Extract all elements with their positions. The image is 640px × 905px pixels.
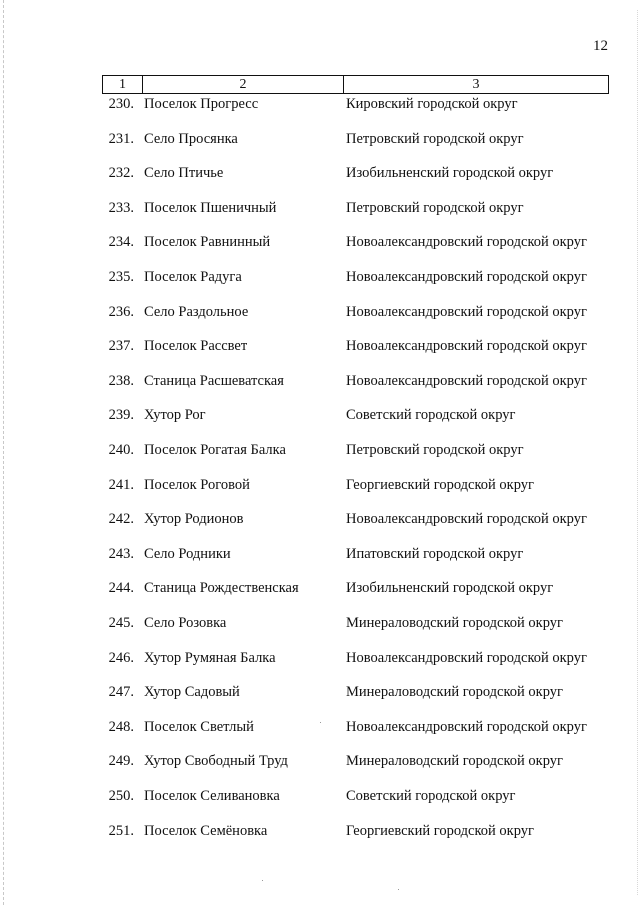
row-number: 231. — [108, 130, 134, 147]
row-number: 249. — [108, 753, 134, 770]
table-row — [0, 405, 640, 425]
settlement-name: Поселок Рогатая Балка — [144, 442, 286, 458]
row-number: 235. — [108, 269, 134, 285]
settlement-name: Село Розовка — [144, 615, 227, 631]
district-name: Минераловодский городской округ — [346, 753, 563, 770]
row-number: 242. — [108, 511, 134, 528]
row-number: 232. — [108, 165, 134, 182]
table-row — [0, 129, 640, 149]
table-row — [0, 440, 640, 460]
district-name: Новоалександровский городской округ — [346, 269, 587, 285]
row-number: 251. — [108, 822, 134, 839]
settlement-name: Поселок Селивановка — [144, 788, 280, 804]
row-number: 246. — [108, 649, 134, 666]
district-name: Минераловодский городской округ — [346, 615, 563, 631]
row-number: 248. — [108, 718, 134, 735]
district-name: Новоалександровский городской округ — [346, 649, 587, 666]
table-row — [0, 717, 640, 737]
settlement-name: Поселок Радуга — [144, 269, 242, 285]
table-row — [0, 751, 640, 771]
settlement-name: Хутор Рог — [144, 407, 206, 424]
settlement-name: Хутор Садовый — [144, 684, 240, 701]
table-row — [0, 232, 640, 252]
district-name: Новоалександровский городской округ — [346, 372, 587, 389]
district-name: Изобильненский городской округ — [346, 165, 554, 182]
scan-speck — [398, 889, 399, 890]
header-col-3: 3 — [472, 77, 480, 92]
settlement-name: Поселок Равнинный — [144, 234, 271, 251]
settlement-name: Поселок Пшеничный — [144, 199, 277, 216]
settlement-name: Село Птичье — [144, 165, 224, 182]
district-name: Петровский городской округ — [346, 442, 524, 458]
table-header — [102, 75, 609, 94]
district-name: Новоалександровский городской округ — [346, 234, 587, 251]
district-name: Петровский городской округ — [346, 130, 524, 147]
row-number: 240. — [108, 442, 134, 458]
settlement-name: Поселок Рассвет — [144, 338, 248, 355]
table-row — [0, 163, 640, 183]
row-number: 241. — [108, 476, 134, 493]
row-number: 236. — [108, 303, 134, 320]
settlement-name: Поселок Светлый — [144, 718, 254, 735]
settlement-name: Село Просянка — [144, 130, 238, 147]
settlement-name: Село Раздольное — [144, 303, 249, 320]
row-number: 245. — [108, 615, 134, 631]
district-name: Ипатовский городской округ — [346, 545, 524, 562]
header-col-1: 1 — [103, 76, 143, 93]
district-name: Новоалександровский городской округ — [346, 511, 587, 528]
settlement-name: Хутор Свободный Труд — [144, 753, 288, 770]
table-row — [0, 578, 640, 598]
district-name: Новоалександровский городской округ — [346, 338, 587, 355]
district-name: Советский городской округ — [346, 407, 516, 424]
table-row — [0, 94, 640, 114]
district-name: Кировский городской округ — [346, 96, 518, 112]
district-name: Петровский городской округ — [346, 199, 524, 216]
settlement-name: Станица Рождественская — [144, 580, 299, 597]
table-row — [0, 682, 640, 702]
district-name: Георгиевский городской округ — [346, 822, 534, 839]
page-number: 12 — [593, 38, 608, 54]
row-number: 243. — [108, 545, 134, 562]
table-row — [0, 336, 640, 356]
row-number: 244. — [108, 580, 134, 597]
table-row — [0, 544, 640, 564]
settlement-name: Поселок Прогресс — [144, 96, 259, 112]
row-number: 233. — [108, 199, 134, 216]
table-row — [0, 302, 640, 322]
header-col-2: 2 — [143, 76, 344, 93]
district-name: Советский городской округ — [346, 788, 516, 804]
table-row — [0, 613, 640, 633]
table-row — [0, 475, 640, 495]
settlement-name: Станица Расшеватская — [144, 372, 284, 389]
table-row — [0, 821, 640, 841]
district-name: Новоалександровский городской округ — [346, 303, 587, 320]
row-number: 238. — [108, 372, 134, 389]
table-row — [0, 786, 640, 806]
row-number: 234. — [108, 234, 134, 251]
scan-speck — [320, 722, 321, 723]
district-name: Новоалександровский городской округ — [346, 718, 587, 735]
table-row — [0, 509, 640, 529]
settlement-name: Поселок Семёновка — [144, 822, 268, 839]
row-number: 250. — [108, 788, 134, 804]
settlement-name: Хутор Родионов — [144, 511, 244, 528]
row-number: 237. — [108, 338, 134, 355]
table-row — [0, 267, 640, 287]
district-name: Изобильненский городской округ — [346, 580, 554, 597]
table-row — [0, 371, 640, 391]
table-row — [0, 648, 640, 668]
table-row — [0, 198, 640, 218]
row-number: 247. — [108, 684, 134, 701]
settlement-name: Хутор Румяная Балка — [144, 649, 276, 666]
row-number: 239. — [108, 407, 134, 424]
settlement-name: Поселок Роговой — [144, 476, 250, 493]
scan-speck — [262, 880, 263, 881]
settlement-name: Село Родники — [144, 545, 231, 562]
district-name: Георгиевский городской округ — [346, 476, 534, 493]
district-name: Минераловодский городской округ — [346, 684, 563, 701]
row-number: 230. — [108, 96, 134, 112]
